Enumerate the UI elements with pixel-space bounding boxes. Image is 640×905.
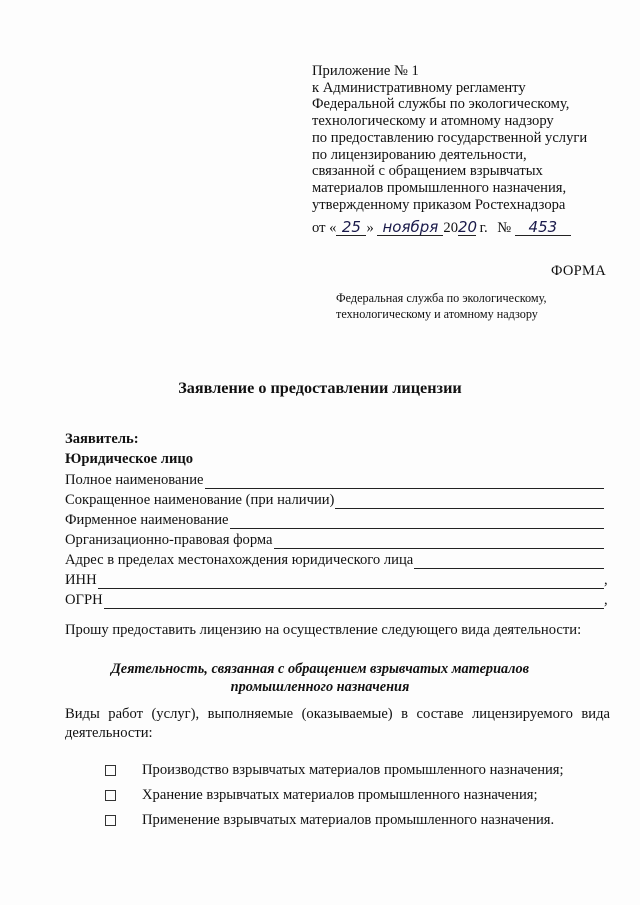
appendix-line: связанной с обращением взрывчатых bbox=[312, 163, 543, 180]
work-item-label: Применение взрывчатых материалов промышленного назначения. bbox=[142, 812, 555, 828]
checkbox-icon[interactable] bbox=[105, 765, 116, 776]
work-item-label: Производство взрывчатых материалов промышленного назначения; bbox=[142, 762, 564, 778]
applicant-heading: Заявитель: bbox=[65, 431, 139, 447]
field-label: Фирменное наименование bbox=[65, 512, 229, 528]
appendix-line: Приложение № 1 bbox=[312, 63, 419, 79]
legal-form-field[interactable] bbox=[65, 529, 610, 549]
appendix-line: к Административному регламенту bbox=[312, 79, 526, 96]
document-title: Заявление о предоставлении лицензии bbox=[178, 379, 462, 397]
date-prefix: от « bbox=[312, 220, 337, 236]
year-end: г. bbox=[475, 220, 488, 236]
work-item-label: Хранение взрывчатых материалов промышленного назначения; bbox=[142, 787, 538, 803]
field-end: , bbox=[604, 572, 608, 588]
field-label: Полное наименование bbox=[65, 472, 204, 488]
field-underline[interactable] bbox=[98, 575, 604, 589]
work-item-production[interactable] bbox=[105, 762, 564, 779]
field-label: Организационно-правовая форма bbox=[65, 532, 273, 548]
appendix-line: технологическому и атомному надзору bbox=[312, 113, 554, 130]
form-label: ФОРМА bbox=[550, 263, 606, 279]
ogrn-field[interactable] bbox=[65, 589, 610, 609]
brand-name-field[interactable] bbox=[65, 509, 610, 529]
field-label: ИНН bbox=[65, 572, 97, 588]
field-label: ОГРН bbox=[65, 592, 103, 608]
field-underline[interactable] bbox=[274, 535, 604, 549]
year-prefix: 20 bbox=[443, 220, 458, 236]
activity-heading bbox=[0, 660, 640, 696]
field-underline[interactable] bbox=[335, 495, 604, 509]
appendix-line: материалов промышленного назначения, bbox=[312, 179, 567, 196]
full-name-field[interactable] bbox=[65, 469, 610, 489]
request-text: Прошу предоставить лицензию на осуществление следующего вида деятельности: bbox=[65, 622, 582, 638]
checkbox-icon[interactable] bbox=[105, 815, 116, 826]
appendix-line: Федеральной службы по экологическому, bbox=[312, 96, 570, 113]
number-label: № bbox=[497, 220, 512, 236]
date-mid: » bbox=[366, 220, 374, 236]
field-label: Сокращенное наименование (при наличии) bbox=[65, 492, 335, 508]
field-underline[interactable] bbox=[414, 555, 604, 569]
handwritten-day: 25 bbox=[336, 220, 366, 236]
handwritten-month: ноября bbox=[377, 220, 443, 236]
short-name-field[interactable] bbox=[65, 489, 610, 509]
field-end: , bbox=[604, 592, 608, 608]
handwritten-year: 20 bbox=[457, 218, 478, 236]
address-field[interactable] bbox=[65, 549, 610, 569]
works-text: Виды работ (услуг), выполняемые (оказываемые) в составе лицензируемого вида деятельности: bbox=[65, 706, 610, 741]
order-date-line bbox=[312, 220, 571, 240]
appendix-block bbox=[312, 63, 632, 213]
field-underline[interactable] bbox=[230, 515, 604, 529]
applicant-type: Юридическое лицо bbox=[65, 451, 194, 467]
handwritten-number: 453 bbox=[515, 220, 571, 236]
activity-line: промышленного назначения bbox=[230, 679, 410, 695]
field-underline[interactable] bbox=[104, 595, 604, 609]
recipient-block bbox=[336, 290, 547, 322]
appendix-line: по лицензированию деятельности, bbox=[312, 146, 527, 163]
appendix-line: утвержденному приказом Ростехнадзора bbox=[312, 196, 566, 213]
inn-field[interactable] bbox=[65, 569, 610, 589]
work-item-storage[interactable] bbox=[105, 787, 538, 804]
recipient-line: технологическому и атомному надзору bbox=[336, 307, 538, 321]
applicant-section bbox=[65, 429, 610, 609]
field-underline[interactable] bbox=[205, 475, 604, 489]
work-item-usage[interactable] bbox=[105, 812, 554, 829]
activity-line: Деятельность, связанная с обращением взрывчатых материалов bbox=[110, 661, 530, 677]
field-label: Адрес в пределах местонахождения юридического лица bbox=[65, 552, 414, 568]
checkbox-icon[interactable] bbox=[105, 790, 116, 801]
recipient-line: Федеральная служба по экологическому, bbox=[336, 291, 547, 305]
appendix-line: по предоставлению государственной услуги bbox=[312, 129, 588, 146]
